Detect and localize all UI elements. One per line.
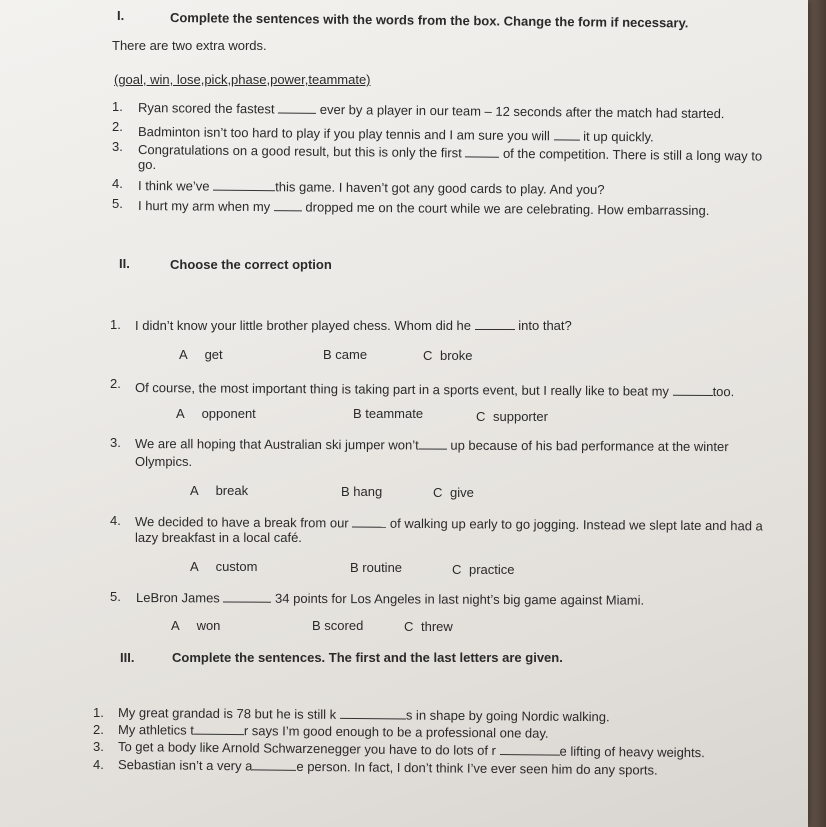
section-1-instruction: Complete the sentences with the words from the box. Change the form if necessary. <box>169 10 689 31</box>
answer-blank[interactable] <box>673 384 713 396</box>
s2-q2-part2: too. <box>712 384 735 400</box>
section-1-note: There are two extra words. <box>112 38 267 53</box>
s2-q3-part1: We are all hoping that Australian ski jumper won’t <box>134 436 419 453</box>
s2-q4-option-b[interactable]: B routine <box>350 560 403 575</box>
s3-q3-part2: e lifting of heavy weights. <box>559 743 705 761</box>
section-1-numeral: I. <box>117 8 125 23</box>
s1-q3-part2: of the competition. There is still a long way to <box>502 145 763 164</box>
s2-q5-option-a[interactable]: A won <box>171 618 221 633</box>
s3-q1-part2: s in shape by going Nordic walking. <box>405 707 610 725</box>
word-box: (goal, win, lose,pick,phase,power,teammate) <box>114 72 371 87</box>
answer-blank[interactable] <box>223 590 271 602</box>
s2-q4-continued: lazy breakfast in a local café. <box>135 530 302 545</box>
answer-blank[interactable] <box>252 758 296 770</box>
s2-q5-number: 5. <box>110 589 121 604</box>
s2-q3-number: 3. <box>110 435 121 450</box>
s1-q5 <box>138 198 710 219</box>
s2-q5 <box>136 590 644 609</box>
s3-q2-number: 2. <box>93 722 104 737</box>
s3-q3-number: 3. <box>93 739 104 754</box>
answer-blank[interactable] <box>475 318 515 330</box>
s3-q2-part1: My athletics t <box>117 722 194 738</box>
answer-blank[interactable] <box>213 179 275 192</box>
answer-blank[interactable] <box>500 743 560 756</box>
s1-q1-part1: Ryan scored the fastest <box>137 100 275 117</box>
s1-q3-number: 3. <box>112 139 123 154</box>
s2-q2-number: 2. <box>110 376 121 391</box>
s1-q1 <box>138 100 725 122</box>
s1-q3-part1: Congratulations on a good result, but this is only the first <box>137 142 462 161</box>
s1-q4-part2: this game. I haven’t got any good cards to play. And you? <box>275 179 605 198</box>
s1-q3 <box>138 142 762 165</box>
s2-q1 <box>135 318 572 334</box>
s1-q2-number: 2. <box>112 119 123 134</box>
s2-q3 <box>135 436 729 455</box>
s3-q4-number: 4. <box>93 757 104 772</box>
s2-q2-option-c[interactable]: C supporter <box>476 409 548 424</box>
s2-q4-option-a[interactable]: A custom <box>190 559 258 574</box>
s1-q4 <box>138 178 605 198</box>
s2-q1-option-b[interactable]: B came <box>323 347 368 362</box>
s3-q3-part1: To get a body like Arnold Schwarzenegger you have to do lots of r <box>117 739 497 758</box>
section-3-instruction: Complete the sentences. The first and the last letters are given. <box>172 650 563 665</box>
answer-blank[interactable] <box>553 128 579 140</box>
s1-q2-part1: Badminton isn’t too hard to play if you play tennis and I am sure you will <box>137 124 550 144</box>
s2-q2-option-a[interactable]: A opponent <box>176 406 256 421</box>
s1-q4-part1: I think we’ve <box>137 178 210 194</box>
s2-q5-option-b[interactable]: B scored <box>312 618 364 633</box>
s2-q1-number: 1. <box>110 317 121 332</box>
s1-q3-continued: go. <box>138 157 157 172</box>
s2-q4-number: 4. <box>110 513 121 528</box>
answer-blank[interactable] <box>465 145 499 157</box>
answer-blank[interactable] <box>340 707 406 720</box>
s3-q4-part2: e person. In fact, I don’t think I’ve ever seen him do any sports. <box>296 758 658 778</box>
s2-q5-part1: LeBron James <box>135 590 220 606</box>
s2-q1-part1: I didn’t know your little brother played chess. Whom did he <box>135 318 472 333</box>
s1-q5-number: 5. <box>112 196 123 211</box>
s2-q1-option-a[interactable]: A get <box>179 347 223 362</box>
s2-q3-option-b[interactable]: B hang <box>341 484 383 499</box>
s2-q4-part2: of walking up early to go jogging. Instead we slept late and had a <box>389 515 763 534</box>
answer-blank[interactable] <box>352 516 386 528</box>
s1-q4-number: 4. <box>112 176 123 191</box>
section-2-instruction: Choose the correct option <box>170 257 332 272</box>
s2-q3-part2: up because of his bad performance at the winter <box>450 437 729 455</box>
s2-q2 <box>135 380 734 400</box>
s3-q1-part1: My great grandad is 78 but he is still k <box>117 705 337 722</box>
s3-q1-number: 1. <box>93 705 104 720</box>
s1-q1-number: 1. <box>112 99 123 114</box>
s2-q4-option-c[interactable]: C practice <box>452 562 515 577</box>
s2-q3-option-c[interactable]: C give <box>433 485 474 500</box>
section-3-numeral: III. <box>120 650 135 665</box>
s2-q1-option-c[interactable]: C broke <box>423 348 473 363</box>
s3-q4-part1: Sebastian isn’t a very a <box>117 757 253 774</box>
s2-q1-part2: into that? <box>518 318 572 333</box>
s3-q4 <box>118 757 658 779</box>
s2-q5-part2: 34 points for Los Angeles in last night’s big game against Miami. <box>275 590 645 608</box>
s1-q5-part2: dropped me on the court while we are celebrating. How embarrassing. <box>305 199 710 218</box>
s2-q3-continued: Olympics. <box>135 454 193 469</box>
s1-q5-part1: I hurt my arm when my <box>137 198 271 215</box>
s1-q1-part2: ever by a player in our team – 12 seconds after the match had started. <box>319 101 725 122</box>
s3-q2-part2: r says I’m good enough to be a professional one day. <box>243 723 549 741</box>
s2-q2-option-b[interactable]: B teammate <box>353 406 424 421</box>
answer-blank[interactable] <box>278 101 316 113</box>
s2-q3-option-a[interactable]: A break <box>190 483 249 498</box>
s1-q2-part2: it up quickly. <box>583 128 654 145</box>
s2-q2-part1: Of course, the most important thing is taking part in a sports event, but I really like to beat my <box>134 380 670 399</box>
s2-q5-option-c[interactable]: C threw <box>404 619 453 634</box>
s2-q4-part1: We decided to have a break from our <box>134 514 349 531</box>
answer-blank[interactable] <box>419 437 447 449</box>
answer-blank[interactable] <box>274 199 302 211</box>
section-2-numeral: II. <box>119 256 130 271</box>
answer-blank[interactable] <box>194 723 244 735</box>
